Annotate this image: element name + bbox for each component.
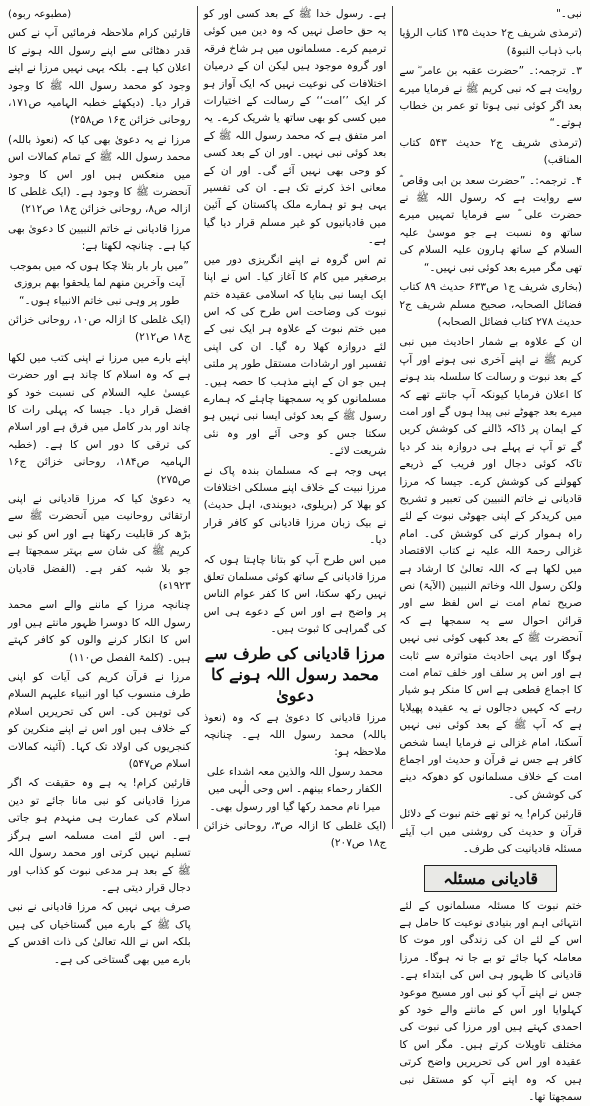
publisher-note: (مطبوعہ ربوہ)	[8, 6, 191, 23]
body-paragraph: یہی وجہ ہے کہ مسلمان بندہ پاک نے مرزا نبیت کے خلاف اپنے مسلکی اختلافات کو بھلا کر (بریلوی، دیوبندی، اہل حدیث) نے بیک زبان مرزا قادیانی کو کافر قرار دیا۔	[204, 463, 387, 550]
quote: محمد رسول اللہ والذین معہ اشداء علی الکفار رحماء بینھم۔ اس وحی الٰہی میں میرا نام محمد رکھا گیا اور رسول بھی۔	[204, 764, 387, 816]
body-paragraph: مرزا نے یہ دعویٰ بھی کیا کہ (نعوذ باللہ) محمد رسول اللہ ﷺ کے تمام کمالات اس میں منعکس ہیں اور اس کا وجود آنحضرت ﷺ کا وجود ہے۔ (ایک غلطی کا ازالہ ص۸، روحانی خزائن ج۱۸ ص۲۱۲)	[8, 132, 191, 219]
hadith-paragraph: ۳۔ ترجمہ:۔ ”حضرت عقبہ بن عامر ؓ سے روایت ہے کہ نبی کریم ﷺ نے فرمایا میرے بعد اگر کوئی نبی ہوتا تو عمر بن خطاب ہوتے۔“	[399, 63, 582, 133]
body-paragraph: یہ دعویٰ کیا کہ مرزا قادیانی نے اپنی ارتقائی روحانیت میں آنحضرت ﷺ سے بڑھ کر قابلیت رکھتا ہے اور اس کو نبی کریم ﷺ کی شان سے بہتر سمجھتا ہے جو بلا شبہ کفر ہے۔ (الفضل قادیان ۱۹۲۳ء)	[8, 491, 191, 595]
body-paragraph: تم اس گروہ نے اپنے انگریزی دور میں برصغیر میں کام کا آغاز کیا۔ اس نے اپنا ایک ایسا نبی بنایا کہ اسلامی عقیدہ ختم نبوت کی وضاحت اس طرح کی کہ اس میں ختم نبوت کے علاوہ ہر ایک نبی کے لئے دروازہ کھلا رہ گیا۔ ان کی اپنی تفسیر اور ارشادات مستقل طور پر ملتی ہیں جو ان کے اپنے مذہب کا حصہ ہیں۔ مسلمانوں کو یہ سمجھنا چاہئے کہ ہمارے رسول ﷺ کے بعد کوئی ایسا نبی نہیں ہو سکتا جس کو وحی آئے اور وہ نئی شریعت لائے۔	[204, 252, 387, 461]
section-heading: مرزا قادیانی کی طرف سے محمد رسول اللہ ہونے کا دعویٰ	[204, 643, 387, 706]
quote: ”میں بار بار بتلا چکا ہوں کہ میں بموجب آیت وآخرین منھم لما یلحقوا بھم بروزی طور پر وہی نبی خاتم الانبیاء ہوں۔“	[8, 258, 191, 310]
body-paragraph: قارئین کرام ملاحظہ فرمائیں آپ نے کس قدر دھٹائی سے اپنے رسول اللہ ہونے کا اعلان کیا ہے۔ بلکہ یہی نہیں مرزا نے اپنے وجود کو محمد رسول اللہ ﷺ کا وجود قرار دیا۔ (دیکھئے خطبہ الہامیہ ص۱۷۱، روحانی خزائن ج۱۶ ص۲۵۸)	[8, 25, 191, 129]
body-paragraph: مرزا قادیانی کا دعویٰ ہے کہ وہ (نعوذ باللہ) محمد رسول اللہ ہے۔ چنانچہ ملاحظہ ہو:	[204, 710, 387, 762]
body-paragraph: چنانچہ مرزا کے ماننے والے اسے محمد رسول اللہ کا دوسرا ظہور مانتے ہیں اور اس کا انکار کرنے والوں کو کافر کہتے ہیں۔ (کلمۃ الفصل ص۱۱۰)	[8, 597, 191, 667]
column-right	[399, 6, 582, 829]
body-paragraph: قارئین کرام! یہ ہے وہ حقیقت کہ اگر مرزا قادیانی کو نبی مانا جائے تو دین اسلام کی عمارت ہی منہدم ہو جاتی ہے۔ اس لئے امت مسلمہ اسے ہرگز تسلیم نہیں کرتی اور محمد رسول اللہ ﷺ کے بعد ہر مدعی نبوت کو کذاب اور دجال قرار دیتی ہے۔	[8, 775, 191, 897]
citation: (ترمذی شریف ج۲ حدیث ۱۳۵ کتاب الرؤیا باب ذہاب النبوۃ)	[399, 25, 582, 60]
hadith-paragraph: ۴۔ ترجمہ:۔ ”حضرت سعد بن ابی وقاص ؓ سے روایت ہے کہ رسول اللہ ﷺ نے حضرت علی ؓ سے فرمایا تمہیں میرے ساتھ وہ نسبت ہے جو موسیٰ علیہ السلام کے ساتھ ہارون علیہ السلام کی تھی مگر میرے بعد کوئی نبی نہیں۔“	[399, 173, 582, 277]
body-paragraph: ان کے علاوہ بے شمار احادیث میں نبی کریم ﷺ نے اپنے آخری نبی ہونے اور آپ کے بعد نبوت و رسالت کا سلسلہ بند ہونے کا اعلان فرمایا کیونکہ آپ جانتے تھے کہ میرے بعد جھوٹے نبی پیدا ہوں گے اور امت کے ایمان پر ڈاکہ ڈالنے کی کوشش کریں گے تو آپ نے پہلے ہی دروازہ بند کر دیا تاکہ کوئی دجال اور فریب کے ذریعے کھولنے کی کوشش کرے۔ جیسا کہ مرزا قادیانی نے خاتم النبیین کی تعبیر و تشریح میں کریدکر کے اپنی جھوٹی نبوت کے لئے راہ ہموار کرنے کی کوشش کی۔ امام غزالی رحمۃ اللہ علیہ نے کتاب الاقتصاد میں لکھا ہے کہ اللہ تعالیٰ کا ارشاد ہے ولکن رسول اللہ وخاتم النبیین (الآیۃ) نص صریح تمام امت نے اس لفظ سے اور قرائن احوال سے یہ سمجھا ہے کہ آنحضرت ﷺ کے بعد کبھی کوئی نبی نہیں ہوگا اور یہی احادیث متواترہ سے ثابت ہے اور اس پر سلف اور خلف تمام امت کا اجماع قطعی ہے اس کا منکر ہو شیار رہے کہ کہیں دجالوں نے یہ عقیدہ پھیلایا ہے کہ آپ ﷺ کے بعد کوئی نبی نہیں آسکتا، امام غزالی نے فرمایا ایسا شخص کافر ہے جس نے قرآن و حدیث اور اجماع امت کے خلاف مسلمانوں کو دھوکہ دینے کی کوشش کی۔	[399, 334, 582, 804]
citation: (ترمذی شریف ج۲ حدیث ۵۴۳ کتاب المناقب)	[399, 135, 582, 170]
body-paragraph: صرف یہی نہیں کہ مرزا قادیانی نے نبی پاک ﷺ کے بارے میں گستاخیاں کی ہیں بلکہ اس نے اللہ تعالیٰ کی ذات اقدس کے بارے میں بھی گستاخی کی ہے۔	[8, 899, 191, 969]
body-paragraph: میں اس طرح آپ کو بتانا چاہتا ہوں کہ مرزا قادیانی کے ساتھ کوئی مسلمان تعلق نہیں رکھ سکتا، اس کا کفر عوام الناس پر واضح ہے اور اس کے دعوے ہی اس کی گمراہی کا ثبوت ہیں۔	[204, 552, 387, 639]
body-paragraph: ختم نبوت کا مسئلہ مسلمانوں کے لئے انتہائی اہم اور بنیادی نوعیت کا حامل ہے اس کے لئے ان کی زندگی اور موت کا معاملہ کہا جائے تو بے جا نہ ہوگا۔ مرزا قادیانی کا ظہور ہی اس کی ابتداء ہے۔ جس نے اپنے آپ کو نبی اور مسیح موعود کہلوایا اور اس کے ماننے والے خود کو احمدی کہتے ہیں اور مرزا کی نبوت کی مختلف تاویلات کرتے ہیں۔ مگر اس کا عقیدہ اور اس کی تحریریں واضح کرتی ہیں کہ وہ اپنے آپ کو مستقل نبی سمجھتا تھا۔	[399, 898, 582, 1106]
citation: (ایک غلطی کا ازالہ ص۳، روحانی خزائن ج۱۸ ص۲۰۷)	[204, 818, 387, 853]
citation: (ایک غلطی کا ازالہ ص۱۰، روحانی خزائن ج۱۸ ص۲۱۲)	[8, 312, 191, 347]
column-left	[8, 6, 198, 829]
top-line: نبی۔"	[399, 6, 582, 23]
body-paragraph: ہے۔ رسول خدا ﷺ کے بعد کسی اور کو یہ حق حاصل نہیں کہ وہ دین میں کوئی ترمیم کرے۔ مسلمانوں میں ہر شاخ فرقہ اور گروہ موجود ہیں لیکن ان کے درمیان اختلافات کی نوعیت نہیں کہ ایک آواز ہو کر ایک ’’امت‘‘ کے رسالت کے اختیارات میں کسی کو بھی ساتھ یا شریک کرے۔ یہ امر متفق ہے کہ محمد رسول اللہ ﷺ کے بعد کوئی نبی نہیں۔ اور ان کے بعد کسی کو وحی بھی نہیں آئے گی۔ اور ان کے معانی اخذ کرنے تک ہے۔ ان کی تفسیر یہی ہو تو ہمارے ملک پاکستان کے آئین میں قادیانیوں کو غیر مسلم قرار دیا گیا ہے۔	[204, 6, 387, 250]
body-paragraph: قارئین کرام! یہ تو تھے ختم نبوت کے دلائل قرآن و حدیث کی روشنی میں اب آیئے مسئلہ قادیانیت کی طرف۔	[399, 806, 582, 858]
body-paragraph: مرزا قادیانی نے خاتم النبیین کا دعویٰ بھی کیا ہے۔ چنانچہ لکھتا ہے:	[8, 221, 191, 256]
citation: (بخاری شریف ج۱ ص۶۳۳ حدیث ۸۹ کتاب فضائل الصحابہ، صحیح مسلم شریف ج۲ حدیث ۲۷۸ کتاب فضائل الصحابہ)	[399, 279, 582, 331]
body-paragraph: اپنے بارے میں مرزا نے اپنی کتب میں لکھا ہے کہ وہ اسلام کا چاند ہے اور حضرت عیسیٰ علیہ السلام کی نسبت خود کو افضل قرار دیا۔ جیسا کہ پہلی رات کا چاند اور بدر کامل میں فرق ہے اور اسلام کی ترقی کا دور اس کا ہے۔ (خطبہ الہامیہ ص۱۸۴، روحانی خزائن ج۱۶ ص۲۷۵)	[8, 350, 191, 489]
column-middle	[204, 6, 394, 829]
body-paragraph: مرزا نے قرآن کریم کی آیات کو اپنی طرف منسوب کیا اور انبیاء علیہم السلام کی توہین کی۔ اس کی تحریریں اسلام کے خلاف ہیں اور اس نے اپنے منکرین کو کنجریوں کی اولاد تک کہا۔ (آئینہ کمالات اسلام ص۵۴۷)	[8, 669, 191, 773]
section-heading: قادیانی مسئلہ	[424, 865, 558, 892]
